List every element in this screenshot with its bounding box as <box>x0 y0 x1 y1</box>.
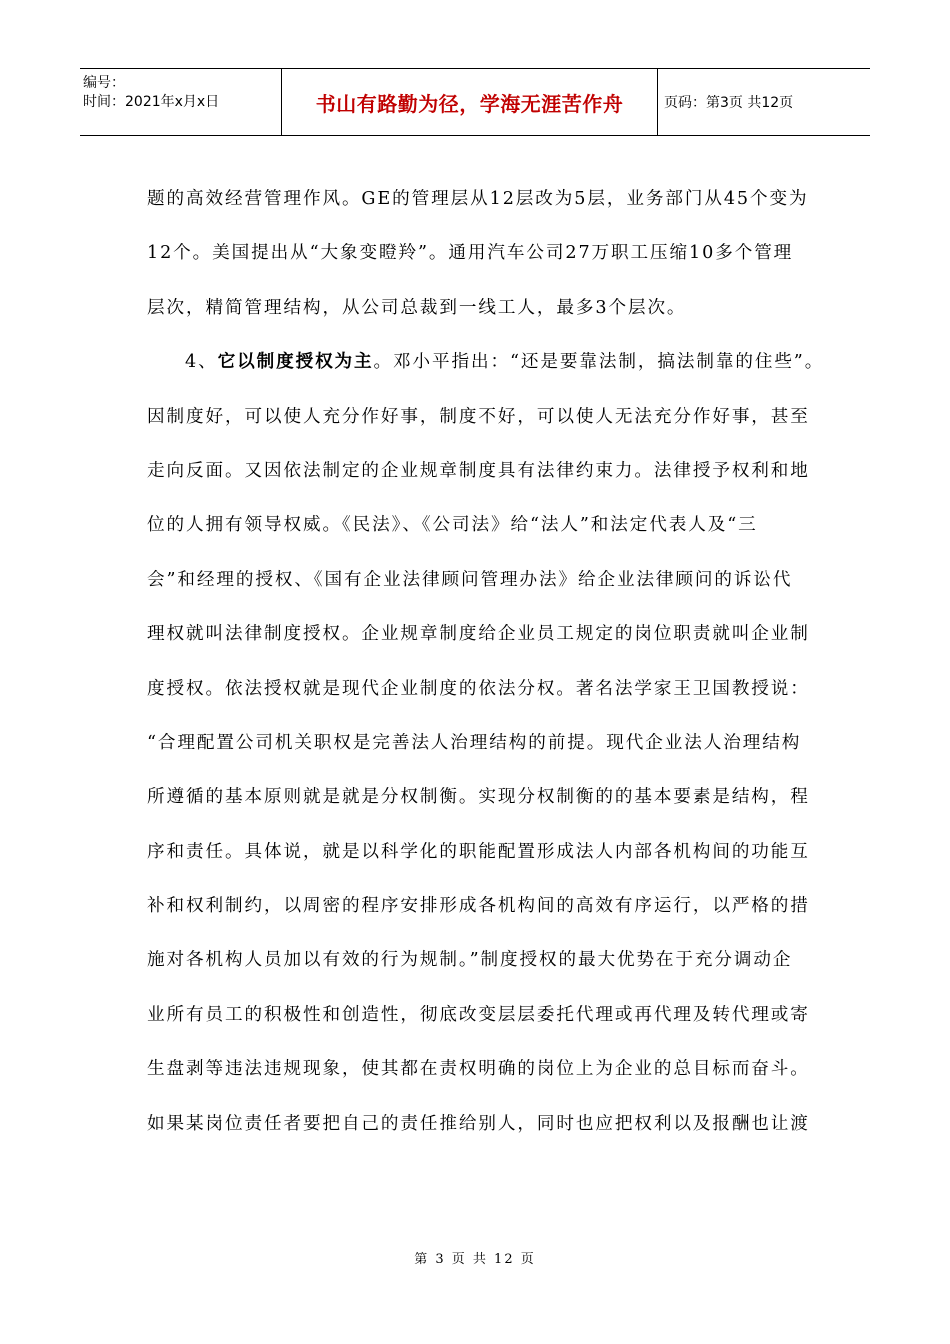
document-body <box>147 172 825 1151</box>
body-line: 业所有员工的积极性和创造性，彻底改变层层委托代理或再代理及转代理或寄 <box>147 1004 810 1025</box>
body-line: 补和权利制约，以周密的程序安排形成各机构间的高效有序运行，以严格的措 <box>147 896 810 917</box>
body-line: 施对各机构人员加以有效的行为规制。”制度授权的最大优势在于充分调动企 <box>147 950 793 971</box>
body-line: 理权就叫法律制度授权。企业规章制度给企业员工规定的岗位职责就叫企业制 <box>147 624 810 645</box>
body-line: “合理配置公司机关职权是完善法人治理结构的前提。现代企业法人治理结构 <box>147 732 802 753</box>
body-line: 走向反面。又因依法制定的企业规章制度具有法律约束力。法律授予权利和地 <box>147 460 810 481</box>
document-time-label: 时间：2021年x月x日 <box>83 94 220 110</box>
body-line: 题的高效经营管理作风。GE的管理层从12层改为5层，业务部门从45个变为 <box>147 189 809 209</box>
body-line: 位的人拥有领导权威。《民法》、《公司法》给“法人”和法定代表人及“三 <box>147 515 758 536</box>
header-motto: 书山有路勤为径，学海无涯苦作舟 <box>282 69 658 135</box>
paragraph-4-lead-text: 。邓小平指出：“还是要靠法制，搞法制靠的住些”。 <box>373 352 825 373</box>
header-meta-cell <box>80 69 282 135</box>
paragraph-4-lead <box>147 335 825 389</box>
body-line: 序和责任。具体说，就是以科学化的职能配置形成法人内部各机构间的功能互 <box>147 841 810 862</box>
body-line: 生盘剥等违法违规现象，使其都在责权明确的岗位上为企业的总目标而奋斗。 <box>147 1059 810 1080</box>
body-line: 如果某岗位责任者要把自己的责任推给别人，同时也应把权利以及报酬也让渡 <box>147 1113 810 1134</box>
body-line: 层次，精简管理结构，从公司总裁到一线工人，最多3个层次。 <box>147 297 687 318</box>
body-line: 因制度好，可以使人充分作好事，制度不好，可以使人无法充分作好事，甚至 <box>147 406 810 427</box>
paragraph-4-number: 4、 <box>185 352 218 373</box>
body-line: 度授权。依法授权就是现代企业制度的依法分权。著名法学家王卫国教授说： <box>147 678 810 699</box>
page-footer: 第 3 页 共 12 页 <box>414 1252 536 1267</box>
header-page-info: 页码：第3页 共12页 <box>664 95 794 111</box>
document-header <box>80 68 870 136</box>
body-line: 12个。美国提出从“大象变瞪羚”。通用汽车公司27万职工压缩10多个管理 <box>147 243 794 264</box>
paragraph-4-heading: 它以制度授权为主 <box>217 351 374 373</box>
body-line: 会”和经理的授权、《国有企业法律顾问管理办法》给企业法律顾问的诉讼代 <box>147 569 793 590</box>
document-number-label: 编号： <box>83 75 125 91</box>
body-line: 所遵循的基本原则就是就是分权制衡。实现分权制衡的的基本要素是结构，程 <box>147 787 810 808</box>
